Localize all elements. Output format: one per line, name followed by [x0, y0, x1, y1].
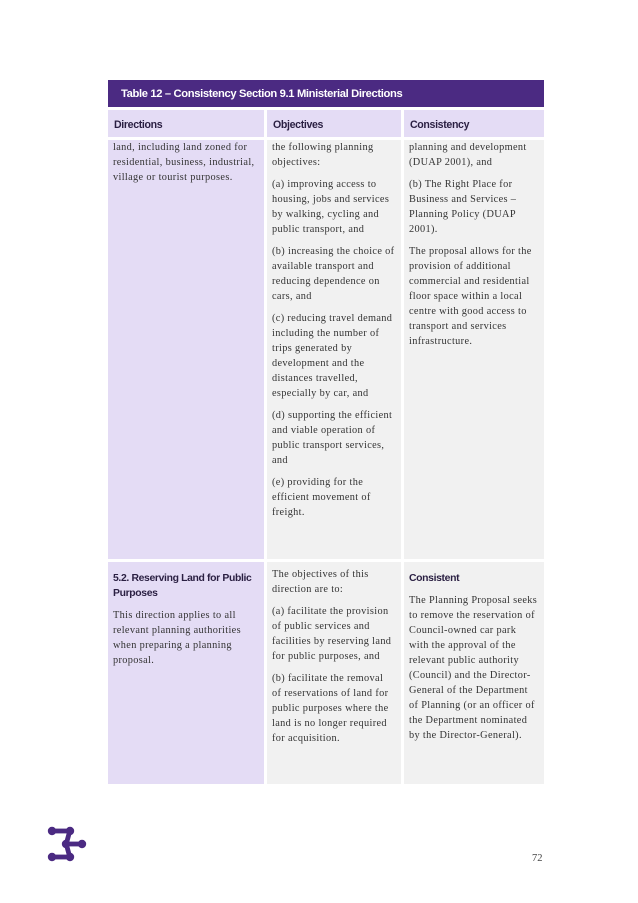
objectives-cell — [267, 562, 401, 784]
objectives-text: (e) providing for the efficient movement of freight. — [272, 477, 371, 518]
consistency-text: The proposal allows for the provision of additional commercial and residential floor space within a local centre with good access to transport and services infrastructure. — [409, 246, 532, 347]
table-title: Table 12 – Consistency Section 9.1 Ministerial Directions — [108, 80, 544, 107]
objectives-text: (b) increasing the choice of available transport and reducing dependence on cars, and — [272, 246, 395, 302]
consistency-cell — [404, 562, 544, 784]
table-row — [108, 562, 544, 784]
consistency-text: planning and development (DUAP 2001), and — [409, 142, 527, 168]
header-directions: Directions — [108, 110, 264, 137]
directions-cell — [108, 562, 264, 784]
directions-text: This direction applies to all relevant planning authorities when preparing a planning proposal. — [113, 610, 241, 666]
objectives-text: the following planning objectives: — [272, 142, 374, 168]
objectives-text: (c) reducing travel demand including the number of trips generated by development and the distances travelled, especially by car, and — [272, 313, 393, 399]
consistency-text: (b) The Right Place for Business and Services – Planning Policy (DUAP 2001). — [409, 179, 517, 235]
objectives-text: The objectives of this direction are to: — [272, 569, 369, 595]
objectives-text: (a) improving access to housing, jobs and services by walking, cycling and public transport, and — [272, 179, 390, 235]
objectives-text: (d) supporting the efficient and viable operation of public transport services, and — [272, 410, 393, 466]
objectives-text: (b) facilitate the removal of reservations of land for public purposes where the land is no longer required for acquisition. — [272, 673, 389, 744]
directions-cell — [108, 140, 264, 559]
direction-heading: 5.2. Reserving Land for Public Purposes — [113, 573, 252, 599]
header-consistency: Consistency — [404, 110, 544, 137]
ministerial-directions-table — [108, 80, 544, 784]
page-number: 72 — [532, 853, 543, 864]
table-header-row — [108, 110, 544, 137]
objectives-cell — [267, 140, 401, 559]
objectives-text: (a) facilitate the provision of public services and facilities by reserving land for public purposes, and — [272, 606, 392, 662]
consistency-cell — [404, 140, 544, 559]
consistency-text: The Planning Proposal seeks to remove the reservation of Council-owned car park with the approval of the relevant public authority (Council) and the Director-General of the Department of Planning (or an officer of the Department nominated by the Director-General). — [409, 595, 538, 741]
consistency-heading: Consistent — [409, 573, 460, 584]
company-logo-icon — [47, 826, 89, 862]
directions-text: land, including land zoned for residential, business, industrial, village or tourist purposes. — [113, 142, 255, 183]
table-row — [108, 140, 544, 559]
header-objectives: Objectives — [267, 110, 401, 137]
